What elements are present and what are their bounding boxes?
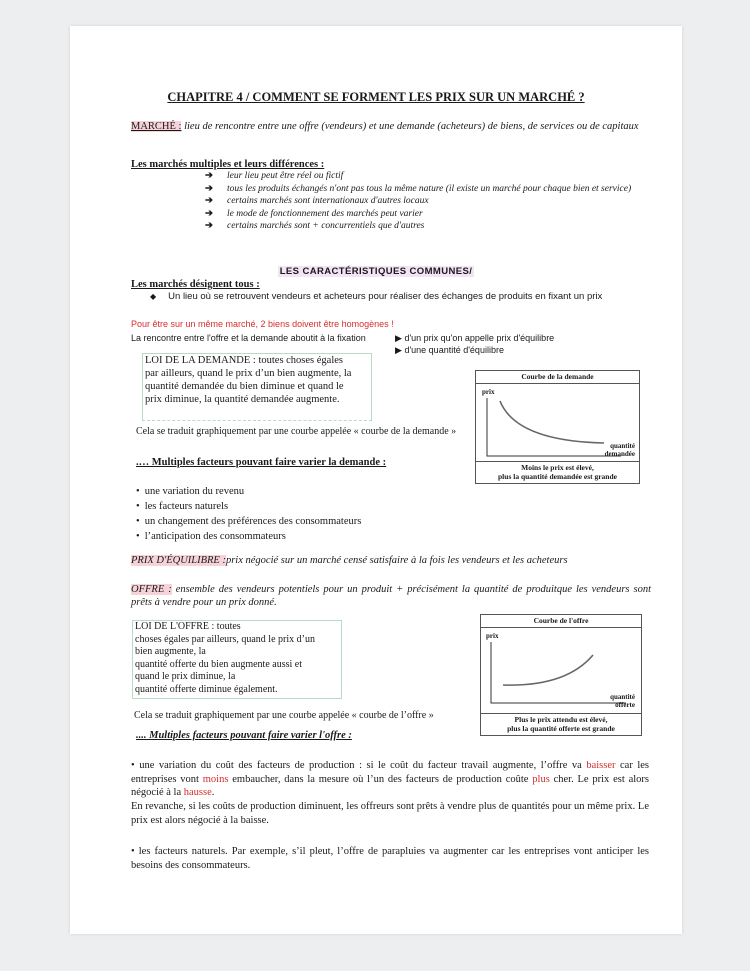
demand-curve	[500, 401, 604, 443]
arrow-icon: ➔	[205, 221, 213, 231]
loi-offre-box	[132, 620, 342, 699]
supply-curve	[503, 655, 593, 685]
prix-equilibre-text: prix négocié sur un marché censé satisfaire à la fois les vendeurs et les acheteurs	[225, 555, 568, 566]
offre-facteurs-heading: .... Multiples facteurs pouvant faire varier l'offre :	[136, 730, 352, 741]
demande-traduit: Cela se traduit graphiquement par une courbe appelée « courbe de la demande »	[136, 426, 457, 437]
arrow-icon: ➔	[205, 171, 213, 181]
offre-term: OFFRE :	[131, 584, 172, 595]
list-item: • les facteurs naturels	[136, 499, 361, 514]
rencontre-item: ▶ d'une quantité d'équilibre	[395, 345, 504, 355]
loi-offre-line: quand le prix diminue, la	[135, 671, 236, 682]
multiples-heading: Les marchés multiples et leurs différences :	[131, 159, 325, 170]
list-item: ➔ le mode de fonctionnement des marchés peut varier	[205, 208, 423, 219]
offre-text: ensemble des vendeurs potentiels pour un produit + précisément la quantité de produitque les vendeurs sont prêts à vendre pour un prix donné.	[131, 584, 651, 608]
axis-label-x: quantité demandée	[604, 442, 635, 458]
homogenes-note: Pour être sur un même marché, 2 biens doivent être homogènes !	[131, 319, 394, 329]
axis-label-y: prix	[486, 632, 499, 640]
prix-equilibre-definition	[131, 554, 661, 567]
loi-offre-line: quantité offerte du bien augmente aussi et	[135, 658, 302, 670]
list-item: ➔ certains marchés sont + concurrentiels que d'autres	[205, 221, 425, 231]
rencontre-item: ▶ d'un prix qu'on appelle prix d'équilibre	[395, 333, 555, 343]
marche-term: MARCHÉ :	[131, 121, 182, 132]
list-item: ➔ certains marchés sont internationaux d'autres locaux	[205, 196, 429, 206]
triangle-right-icon: ▶	[395, 333, 402, 343]
offre-chart	[480, 614, 642, 736]
chart-caption: Plus le prix attendu est élevé, plus la quantité offerte est grande	[481, 713, 641, 735]
loi-demande-line: prix diminue, la quantité demandée augmente.	[145, 394, 340, 405]
marche-definition	[131, 120, 651, 133]
loi-demande-line: quantité demandée du bien diminue et quand le	[145, 381, 344, 392]
arrow-icon: ➔	[205, 183, 213, 194]
loi-offre-line: LOI DE L'OFFRE : toutes	[135, 621, 241, 632]
caracteristiques-bullet: ◆ Un lieu où se retrouvent vendeurs et acheteurs pour réaliser des échanges de produits en fixant un prix	[150, 291, 603, 302]
caracteristiques-subheading: Les marchés désignent tous :	[131, 279, 260, 290]
loi-offre-line: quantité offerte diminue également.	[135, 683, 278, 695]
paragraph-revanche: En revanche, si les coûts de production diminuent, les offreurs sont prêts à vendre plus de quantités pour un même prix. Le prix est alors négocié à la baisse.	[131, 801, 649, 826]
word-plus: plus	[532, 773, 550, 785]
triangle-right-icon: ▶	[395, 345, 402, 355]
demande-facteurs-heading: .… Multiples facteurs pouvant faire varier la demande :	[136, 457, 387, 468]
paragraph-couts: • une variation du coût des facteurs de production : si le coût du facteur travail augmente, l’offre va baisser car les entreprises vont moins embaucher, dans la mesure où l’un des facteurs de production coûte plus cher. Le prix est alors négocié à la hausse.	[131, 760, 650, 798]
arrow-icon: ➔	[205, 208, 213, 219]
multiples-list	[205, 170, 655, 233]
list-item: • l’anticipation des consommateurs	[136, 529, 361, 544]
chart-caption: Moins le prix est élevé, plus la quantité demandée est grande	[476, 461, 639, 483]
axis-label-y: prix	[482, 388, 495, 396]
chart-axes	[491, 642, 626, 703]
list-item: ➔ tous les produits échangés n'ont pas tous la même nature (il existe un marché pour chaque bien et service)	[205, 183, 632, 194]
loi-offre-line: choses égales par ailleurs, quand le prix d’un	[135, 633, 315, 645]
chart-title: Courbe de la demande	[476, 371, 639, 384]
marche-text: lieu de rencontre entre une offre (vendeurs) et une demande (acheteurs) de biens, de services ou de capitaux	[181, 121, 639, 132]
document-page	[70, 26, 682, 934]
list-item: ➔ leur lieu peut être réel ou fictif	[205, 171, 344, 181]
arrow-icon: ➔	[205, 196, 213, 206]
caracteristiques-heading: LES CARACTÉRISTIQUES COMMUNES/	[279, 266, 473, 277]
word-baisser: baisser	[586, 760, 616, 771]
loi-demande-box	[142, 353, 372, 421]
list-item: • un changement des préférences des consommateurs	[136, 514, 361, 529]
paragraph-naturels: • les facteurs naturels. Par exemple, s’il pleut, l’offre de parapluies va augmenter car les entreprises vont anticiper les besoins des consommateurs.	[131, 846, 649, 871]
diamond-bullet-icon: ◆	[150, 292, 157, 301]
chart-title: Courbe de l'offre	[481, 615, 641, 628]
list-item: • une variation du revenu	[136, 484, 361, 499]
bullet-icon: •	[131, 760, 135, 771]
chart-axes	[487, 398, 621, 456]
page-title: CHAPITRE 4 / COMMENT SE FORMENT LES PRIX SUR UN MARCHÉ ?	[167, 90, 585, 104]
prix-equilibre-term: PRIX D'ÉQUILIBRE :	[131, 555, 226, 566]
loi-demande-line: par ailleurs, quand le prix d’un bien augmente, la	[145, 368, 352, 379]
loi-demande-line: LOI DE LA DEMANDE : toutes choses égales	[145, 355, 344, 366]
axis-label-x: quantité offerte	[610, 693, 635, 709]
demande-chart	[475, 370, 640, 484]
bullet-icon: •	[131, 846, 135, 857]
word-hausse: hausse	[183, 787, 212, 798]
word-moins: moins	[202, 773, 229, 785]
offre-definition	[131, 583, 651, 609]
demande-facteurs-list	[136, 484, 361, 544]
loi-offre-line: bien augmente, la	[135, 646, 206, 657]
offre-traduit: Cela se traduit graphiquement par une courbe appelée « courbe de l’offre »	[134, 710, 434, 721]
rencontre-text: La rencontre entre l'offre et la demande aboutit à la fixation	[131, 333, 366, 343]
